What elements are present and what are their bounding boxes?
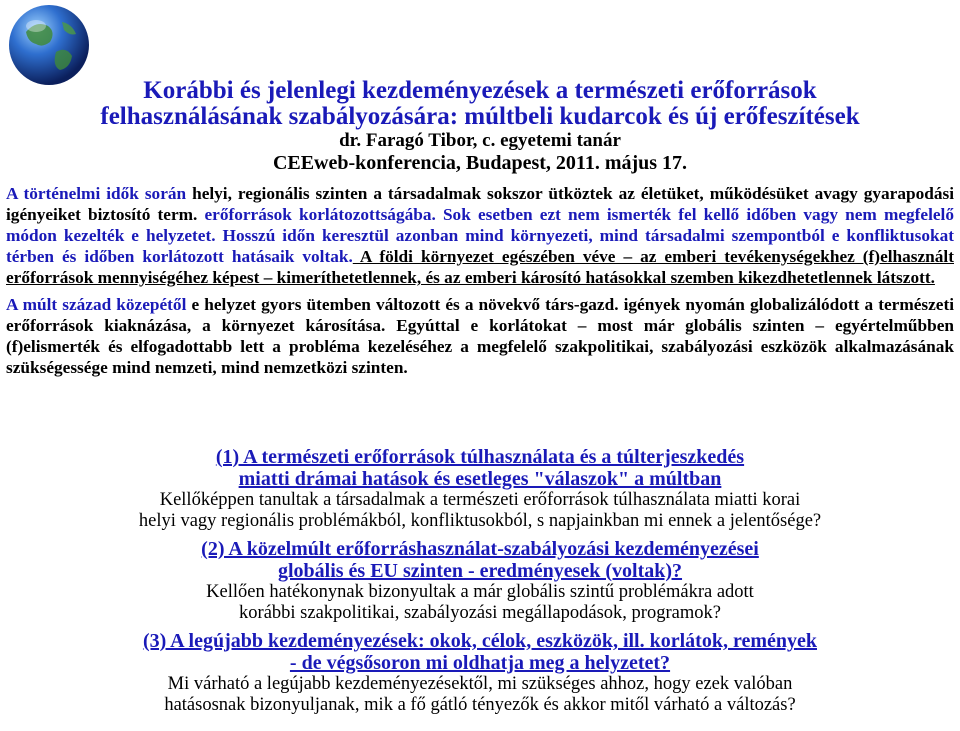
section-2 — [0, 538, 960, 624]
section-1 — [0, 446, 960, 532]
globe-logo — [6, 2, 92, 88]
section-1-text-line-1: Kellőképpen tanultak a társadalmak a természeti erőforrások túlhasználata miatti korai — [159, 490, 801, 510]
intro-text — [6, 183, 954, 378]
title-line-2: felhasználásának szabályozására: múltbeli kudarcok és új erőfeszítések — [100, 103, 860, 130]
intro-paragraph-2 — [6, 294, 954, 378]
intro-paragraph-1 — [6, 183, 954, 288]
section-3 — [0, 630, 960, 716]
conference: CEEweb-konferencia, Budapest, 2011. május 17. — [272, 152, 688, 174]
intro-underlined: A földi környezet egészében véve – az emberi tevékenységekhez (f)elhasznált erőforrások mennyiségéhez képest – kimeríthetetlennek, és az emberi károsító hatásokkal szemben kikezdhetetlennek látszott. — [6, 247, 954, 287]
intro-text-b: e helyzet gyors ütemben változott és a növekvő társ-gazd. igények nyomán globalizálódott a természeti erőforrások kiaknázása, a környezet károsítása. Egyúttal e korlátokat – most már globális szinten – egyértelműbben (f)elismerték és elfogadottabb lett a probléma kezeléséhez a megfelelő szakpolitikai, szabályozási eszközök alkalmazásának szükségessége mind nemzeti, mind nemzetközi szinten. — [6, 295, 955, 377]
header — [0, 78, 960, 174]
section-1-text-line-2: helyi vagy regionális problémákból, konfliktusokból, s napjainkban mi ennek a jelentősége? — [138, 511, 822, 531]
section-1-title-line-1: (1) A természeti erőforrások túlhasználata és a túlterjeszkedés — [215, 446, 745, 468]
intro-text-a: helyi, regionális szinten a társadalmak sokszor ütköztek az életüket, működésüket avagy gyarapodási igényeiket biztosító term. — [6, 184, 954, 224]
section-2-text-line-1: Kellően hatékonynak bizonyultak a már globális szintű problémákra adott — [206, 582, 754, 602]
intro-highlight-d: Hosszú időn keresztül azonban mind környezeti, mind társadalmi szempontból e konfliktusokat térben és időben korlátozott hatásaik voltak. — [6, 226, 954, 266]
section-3-title-line-2: - de végsősoron mi oldhatja meg a helyzetet? — [289, 652, 671, 674]
intro-highlight-e: A múlt század közepétől — [6, 295, 187, 314]
title-line-1: Korábbi és jelenlegi kezdeményezések a természeti erőforrások — [143, 77, 817, 104]
intro-highlight-c: Sok esetben ezt nem ismerték fel kellő időben vagy nem megfelelő módon kezelték e helyzetet. — [6, 205, 954, 245]
intro-highlight-b: erőforrások korlátozottságába. — [204, 205, 436, 224]
section-2-text-line-2: korábbi szakpolitikai, szabályozási megállapodások, programok? — [239, 603, 721, 623]
section-3-text-line-1: Mi várható a legújabb kezdeményezésektől, mi szükséges ahhoz, hogy ezek valóban — [167, 674, 793, 694]
section-3-text-line-2: hatásosnak bizonyuljanak, mik a fő gátló tényezők és akkor mitől várható a változás? — [164, 695, 796, 715]
intro-highlight-a: A történelmi idők során — [6, 184, 187, 203]
section-1-title-line-2: miatti drámai hatások és esetleges "válaszok" a múltban — [238, 468, 722, 490]
sections — [0, 440, 960, 716]
section-3-title-line-1: (3) A legújabb kezdeményezések: okok, célok, eszközök, ill. korlátok, remények — [142, 630, 818, 652]
author: dr. Faragó Tibor, c. egyetemi tanár — [339, 130, 621, 151]
section-2-title-line-1: (2) A közelmúlt erőforráshasználat-szabályozási kezdeményezései — [201, 538, 759, 560]
section-2-title-line-2: globális és EU szinten - eredményesek (voltak)? — [277, 560, 683, 582]
